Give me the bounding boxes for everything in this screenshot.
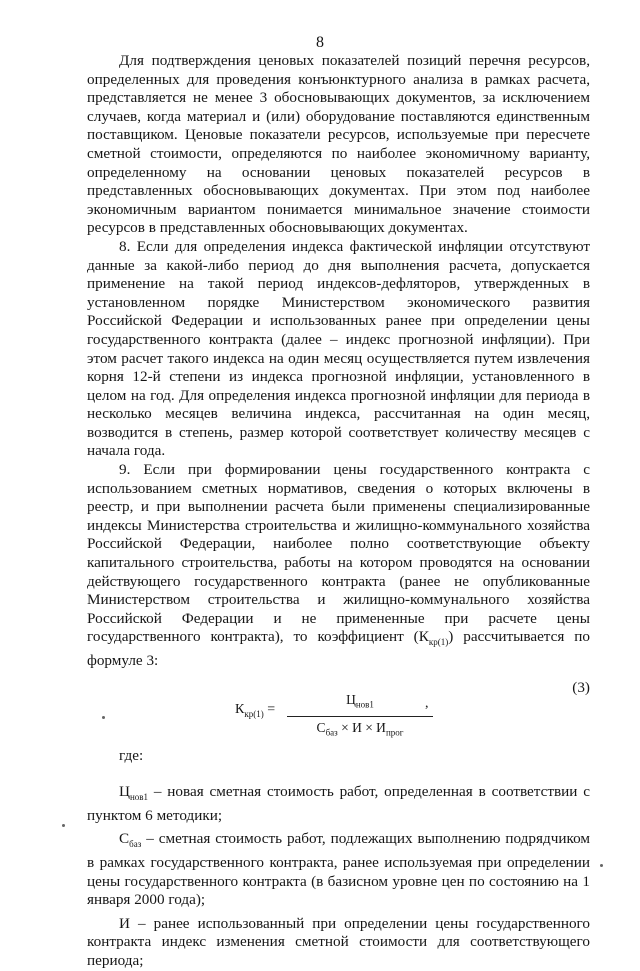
- coefficient-subscript: кр(1): [428, 637, 449, 648]
- paragraph-9-coefficient: [87, 461, 590, 671]
- formula-lhs: $К_{кр(1)}$ =: [235, 701, 276, 719]
- paragraph-9-text: 9. Если при формировании цены государственного контракта с использованием сметных нормативов, сведения о которых включены в реестр, и при выполнении расчета были применены специализированные индексы Министерства строительства и жилищно-коммунального хозяйства Российской Федерации, наиболее полно соответствующие объекту капитального строительства, работы на котором проводятся на основании действующего государственного контракта (ранее не опубликованные Министерством строительства и жилищно-коммунального хозяйства Российской Федерации и не примененные при расчете цены государственного контракта), то коэффициент (К: [87, 461, 590, 646]
- definition-base-cost: $С_{баз}$ – сметная стоимость работ, подлежащих выполнению подрядчиком в рамках государственного контракта, ранее используемая при определении цены государственного контракта (в базисном уровне цен по состоянию на 1 января 2000 года);: [87, 830, 590, 909]
- formula-comma: ,: [425, 695, 429, 711]
- paragraph-9-ending: ) рассчитывается по формуле 3:: [87, 628, 591, 670]
- paragraph-8-inflation-index: 8. Если для определения индекса фактической инфляции отсутствуют данные за какой-либо период до дня выполнения расчета, допускается применение на такой период индексов-дефляторов, утвержденных в установленном порядке Министерством экономического развития Российской Федерации и использованных ранее при определении цены государственного контракта (далее – индекс прогнозной инфляции). При этом расчет такого индекса на один месяц осуществляется путем извлечения корня 12-й степени из индекса прогнозной инфляции, установленного в целом на год. Для определения индекса прогнозной инфляции для периода в несколько месяцев величина индекса, рассчитанная на один месяц, возводится в степень, размер которой соответствует количеству месяцев с начала года.: [87, 237, 590, 460]
- where-label: где:: [119, 746, 144, 764]
- definition-new-cost: $Ц_{нов1}$ – новая сметная стоимость работ, определенная в соответствии с пунктом 6 методики;: [87, 783, 590, 824]
- formula-number: (3): [572, 678, 590, 696]
- document-body: [87, 52, 590, 971]
- scan-speck: [600, 864, 603, 867]
- paragraph-price-indicators: Для подтверждения ценовых показателей позиций перечня ресурсов, определенных для проведения конъюнктурного анализа в рамках расчета, представляется не менее 3 обосновывающих документов, за исключением случаев, когда материал и (или) оборудование поставляются единственным поставщиком. Ценовые показатели ресурсов, используемые при пересчете сметной стоимости, определяются по наиболее экономичному варианту, определенному на основании ценовых показателей ресурсов в представленных обосновывающих документах. При этом под наиболее экономичным вариантом понимается минимальное значение стоимости ресурсов в представленных обосновывающих документах.: [87, 52, 590, 237]
- formula-3: [87, 678, 590, 738]
- formula-denominator: $С_{баз} \times И \times И_{прог}$: [316, 719, 404, 738]
- scan-speck: [102, 716, 105, 719]
- formula-fraction: [287, 691, 433, 743]
- page-number: 8: [316, 34, 324, 51]
- scan-speck: [62, 824, 65, 827]
- definition-index: И – ранее использованный при определении цены государственного контракта индекс изменения сметной стоимости для соответствующего периода;: [87, 914, 590, 970]
- formula-numerator: $Ц_{нов1}$: [287, 691, 433, 717]
